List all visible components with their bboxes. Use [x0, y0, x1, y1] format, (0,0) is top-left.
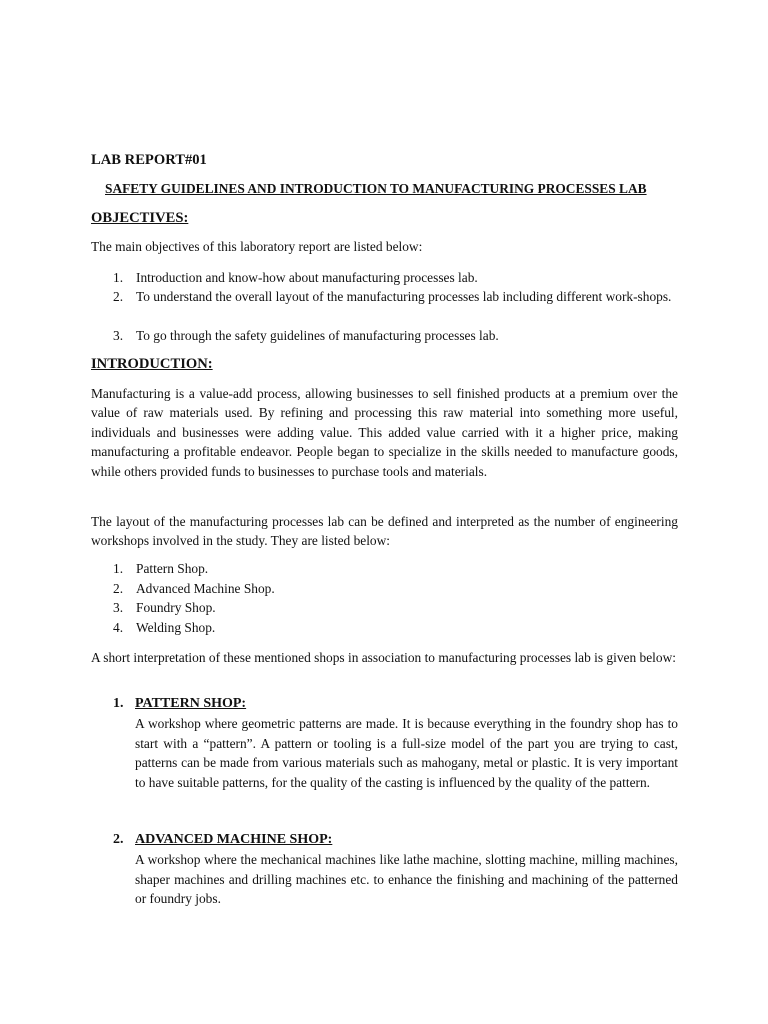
objective-text: To understand the overall layout of the manufacturing processes lab including different work-shops.	[136, 289, 672, 304]
report-label: LAB REPORT#01	[91, 152, 207, 168]
objectives-intro: The main objectives of this laboratory report are listed below:	[91, 239, 423, 254]
section-title: PATTERN SHOP:	[135, 696, 247, 711]
shop-name: Advanced Machine Shop.	[136, 581, 275, 596]
shop-name: Pattern Shop.	[136, 561, 209, 576]
shop-number: 2.	[113, 581, 124, 596]
section-body: A workshop where the mechanical machines like lathe machine, slotting machine, milling machines, shaper machines and drilling machines etc. to enhance the finishing and machining of the patterned or foundry jobs.	[135, 852, 678, 907]
shop-number: 3.	[113, 600, 124, 615]
introduction-paragraph-1: Manufacturing is a value-add process, allowing businesses to sell finished products at a premium over the value of raw materials used. By refining and processing this raw material into something more useful, individuals and businesses were adding value. This added value carried with it a higher price, making manufacturing a profitable endeavor. People began to specialize in the skills needed to manufacture goods, while others provided funds to businesses to purchase tools and materials.	[91, 386, 678, 479]
objectives-heading: OBJECTIVES:	[91, 210, 189, 226]
shop-name: Welding Shop.	[136, 620, 216, 635]
report-title: SAFETY GUIDELINES AND INTRODUCTION TO MANUFACTURING PROCESSES LAB	[105, 181, 647, 196]
introduction-paragraph-2: The layout of the manufacturing processes lab can be defined and interpreted as the number of engineering workshops involved in the study. They are listed below:	[91, 514, 678, 549]
introduction-paragraph-3: A short interpretation of these mentioned shops in association to manufacturing processes lab is given below:	[91, 650, 676, 665]
objective-number: 3.	[113, 328, 124, 343]
section-number: 1.	[113, 696, 124, 711]
objective-text: To go through the safety guidelines of manufacturing processes lab.	[136, 328, 499, 343]
introduction-heading: INTRODUCTION:	[91, 356, 213, 372]
section-body: A workshop where geometric patterns are made. It is because everything in the foundry shop has to start with a “pattern”. A pattern or tooling is a full-size model of the part you are trying to cast, patterns can be made from various materials such as mahogany, metal or plastic. It is very important to have suitable patterns, for the quality of the casting is influenced by the quality of the pattern.	[135, 716, 678, 790]
section-title: ADVANCED MACHINE SHOP:	[135, 832, 333, 847]
objective-text: Introduction and know-how about manufacturing processes lab.	[136, 270, 478, 285]
shop-number: 4.	[113, 620, 124, 635]
objective-number: 2.	[113, 289, 124, 304]
shop-number: 1.	[113, 561, 124, 576]
section-number: 2.	[113, 832, 124, 847]
shop-name: Foundry Shop.	[136, 600, 216, 615]
objective-number: 1.	[113, 270, 124, 285]
